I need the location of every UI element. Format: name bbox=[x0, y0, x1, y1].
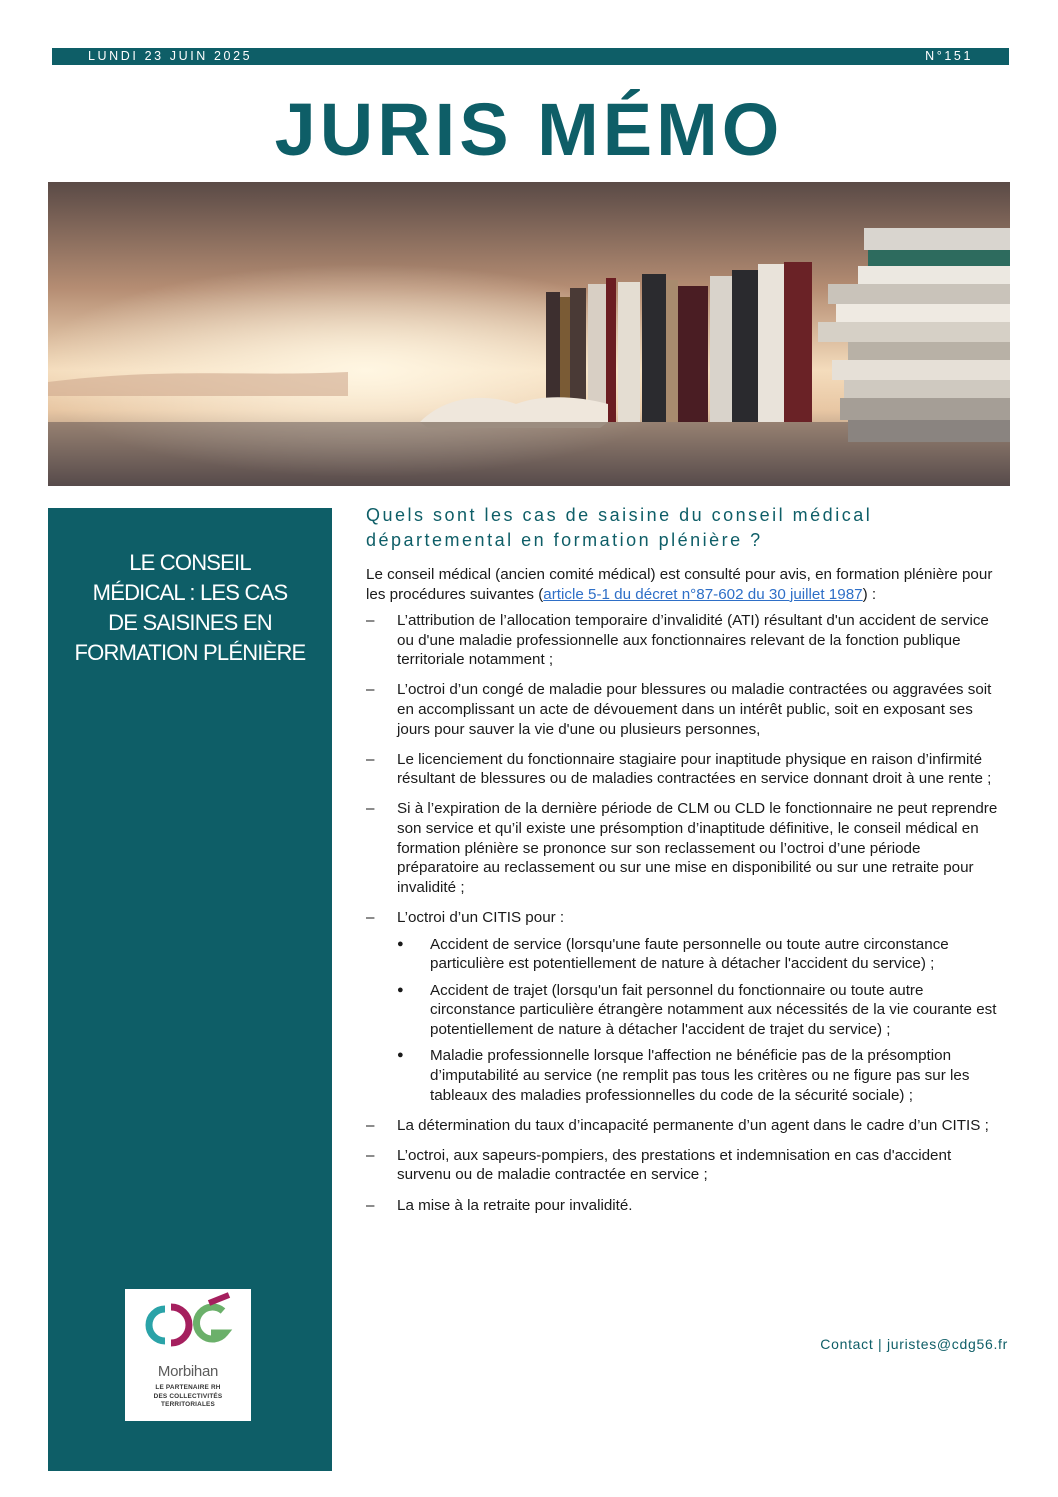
hero-image bbox=[48, 182, 1010, 486]
list-item-text: Si à l’expiration de la dernière période de CLM ou CLD le fonctionnaire ne peut reprendre son service et qu’il existe une présomption d’inaptitude définitive, le conseil médical en formation plénière se prononce sur son reclassement ou l’octroi d’une période préparatoire au reclassement ou sur une mise en disponibilité ou sur une retraite pour invalidité ; bbox=[397, 800, 998, 896]
section-heading-line: Quels sont les cas de saisine du conseil médical bbox=[366, 505, 873, 525]
sub-list-item bbox=[397, 935, 1006, 974]
issue-date: LUNDI 23 JUIN 2025 bbox=[88, 49, 253, 63]
intro-text: Le conseil médical (ancien comité médical) est consulté pour avis, en formation plénière pour les procédures suivantes ( bbox=[366, 566, 993, 603]
procedure-list bbox=[366, 611, 1006, 1215]
sidebar-title-line: DE SAISINES EN bbox=[108, 610, 272, 635]
list-item bbox=[366, 1146, 1006, 1185]
sub-list-item bbox=[397, 1046, 1006, 1105]
list-item bbox=[366, 799, 1006, 897]
section-heading bbox=[366, 503, 1006, 553]
dash-marker: – bbox=[366, 1196, 375, 1214]
list-item bbox=[366, 750, 1006, 789]
issue-number: N°151 bbox=[925, 49, 973, 63]
contact-line bbox=[820, 1336, 1008, 1352]
list-item-text: La mise à la retraite pour invalidité. bbox=[397, 1196, 633, 1214]
section-heading-line: départemental en formation plénière ? bbox=[366, 530, 763, 550]
sidebar-title-line: LE CONSEIL bbox=[129, 550, 251, 575]
cdg-logo bbox=[125, 1289, 251, 1421]
sub-list-item-text: Maladie professionnelle lorsque l'affection ne bénéficie pas de la présomption d’imputabilité au service (ne remplit pas tous les critères ou ne figure pas sur les tableaux des maladies professionnelles du code de la sécurité sociale) ; bbox=[430, 1047, 970, 1104]
logo-brand-text: Morbihan bbox=[157, 1363, 219, 1380]
article-body bbox=[366, 503, 1006, 1226]
books-illustration bbox=[48, 182, 1010, 486]
citis-sublist bbox=[397, 935, 1006, 1106]
logo-tagline-line: DES COLLECTIVITÉS bbox=[153, 1392, 223, 1400]
header-bar bbox=[52, 48, 1009, 65]
logo-tagline-line: TERRITORIALES bbox=[161, 1401, 215, 1409]
intro-end: ) : bbox=[862, 585, 877, 603]
list-item-text: Le licenciement du fonctionnaire stagiaire pour inaptitude physique en raison d’infirmité résultant de blessures ou de maladies contractées en service donnant droit à une rente ; bbox=[397, 750, 992, 788]
list-item bbox=[366, 680, 1006, 739]
logo-tagline-line: LE PARTENAIRE RH bbox=[155, 1384, 221, 1391]
sidebar-title-line: MÉDICAL : LES CAS bbox=[92, 580, 288, 605]
bullet-marker: ● bbox=[397, 983, 404, 996]
list-item bbox=[366, 611, 1006, 670]
dash-marker: – bbox=[366, 1146, 375, 1164]
logo-tagline bbox=[125, 1384, 251, 1410]
list-item bbox=[366, 908, 1006, 1105]
dash-marker: – bbox=[366, 908, 375, 926]
cdg-logo-mark-icon bbox=[125, 1289, 251, 1361]
list-item-text: L’octroi, aux sapeurs-pompiers, des prestations et indemnisation en cas d'accident survenu ou de maladie contractée en service ; bbox=[397, 1146, 952, 1184]
list-item-text: L’attribution de l’allocation temporaire d’invalidité (ATI) résultant d'un accident de service ou d'une maladie professionnelle aux fonctionnaires relevant de la fonction publique territoriale notamment ; bbox=[397, 612, 989, 669]
intro-paragraph bbox=[366, 565, 1006, 604]
sidebar-panel bbox=[48, 508, 332, 1471]
sub-list-item bbox=[397, 981, 1006, 1040]
list-item-text: La détermination du taux d’incapacité permanente d’un agent dans le cadre d’un CITIS ; bbox=[397, 1116, 989, 1134]
sub-list-item-text: Accident de service (lorsqu'une faute personnelle ou toute autre circonstance particulière est potentiellement de nature à détacher l'accident du service) ; bbox=[430, 935, 949, 973]
page-title: JURIS MÉMO bbox=[274, 88, 784, 171]
contact-email[interactable]: juristes@cdg56.fr bbox=[886, 1336, 1008, 1352]
sidebar-title bbox=[48, 548, 332, 668]
contact-label: Contact | bbox=[820, 1336, 883, 1352]
sub-list-item-text: Accident de trajet (lorsqu'un fait personnel du fonctionnaire ou toute autre circonstance particulière étrangère notamment aux nécessités de la vie courante est potentiellement de nature à détacher l'accident de trajet du service) ; bbox=[430, 981, 997, 1038]
sidebar-title-line: FORMATION PLÉNIÈRE bbox=[74, 640, 306, 665]
decree-link[interactable]: article 5-1 du décret n°87-602 du 30 juillet 1987 bbox=[543, 585, 863, 603]
list-item bbox=[366, 1116, 1006, 1136]
list-item bbox=[366, 1196, 1006, 1216]
dash-marker: – bbox=[366, 681, 375, 699]
list-item-text: L’octroi d’un CITIS pour : bbox=[397, 908, 565, 926]
dash-marker: – bbox=[366, 1116, 375, 1134]
dash-marker: – bbox=[366, 612, 375, 630]
dash-marker: – bbox=[366, 750, 375, 768]
bullet-marker: ● bbox=[397, 1049, 404, 1062]
dash-marker: – bbox=[366, 800, 375, 818]
list-item-text: L’octroi d’un congé de maladie pour blessures ou maladie contractées ou aggravées soit en accomplissant un acte de dévouement dans un intérêt public, soit en exposant ses jours pour sauver la vie d'une ou plusieurs personnes, bbox=[397, 681, 992, 738]
bullet-marker: ● bbox=[397, 937, 404, 950]
